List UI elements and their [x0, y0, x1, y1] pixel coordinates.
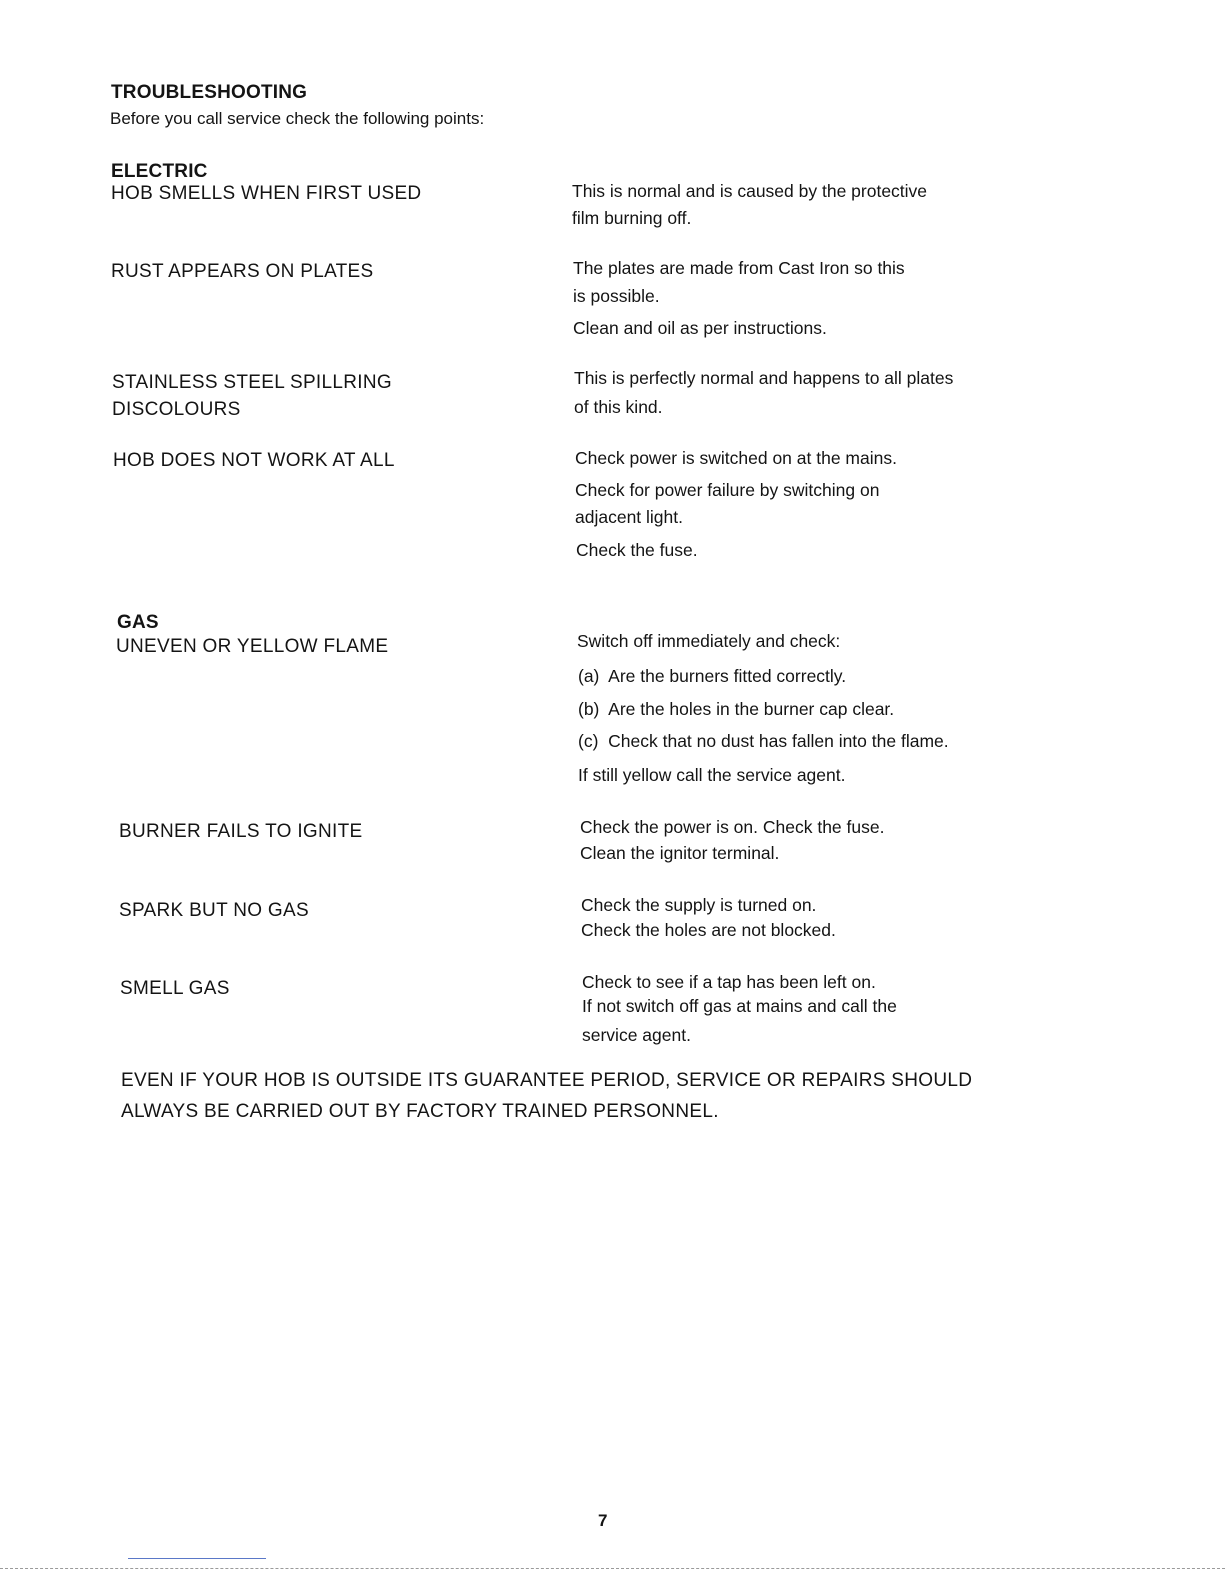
- solution-line: (c) Check that no dust has fallen into the flame.: [578, 731, 949, 751]
- page-number: 7: [598, 1511, 608, 1530]
- section-heading-electric: ELECTRIC: [111, 161, 208, 182]
- warning-text: EVEN IF YOUR HOB IS OUTSIDE ITS GUARANTEE PERIOD, SERVICE OR REPAIRS SHOULD: [121, 1070, 973, 1091]
- problem-label: SPARK BUT NO GAS: [119, 900, 309, 921]
- solution-line: This is normal and is caused by the protective: [572, 181, 928, 201]
- bottom-accent-line: [128, 1558, 266, 1559]
- solution-line: Check for power failure by switching on: [575, 480, 880, 500]
- solution-line: (b) Are the holes in the burner cap clear.: [578, 699, 895, 719]
- solution-line: Switch off immediately and check:: [577, 631, 841, 651]
- problem-label: HOB DOES NOT WORK AT ALL: [113, 450, 395, 471]
- problem-label: BURNER FAILS TO IGNITE: [119, 821, 363, 842]
- solution-line: Check the supply is turned on.: [581, 895, 817, 915]
- problem-label: SMELL GAS: [120, 978, 230, 999]
- bottom-divider: [0, 1568, 1225, 1569]
- problem-label: UNEVEN OR YELLOW FLAME: [116, 636, 389, 657]
- problem-label: HOB SMELLS WHEN FIRST USED: [111, 183, 422, 204]
- solution-line: This is perfectly normal and happens to all plates: [574, 368, 954, 388]
- problem-label: RUST APPEARS ON PLATES: [111, 261, 374, 282]
- problem-label: DISCOLOURS: [112, 399, 241, 420]
- solution-line: service agent.: [582, 1025, 691, 1045]
- page-title: TROUBLESHOOTING: [111, 82, 308, 103]
- solution-line: Clean the ignitor terminal.: [580, 843, 780, 863]
- solution-line: is possible.: [573, 286, 660, 306]
- solution-line: adjacent light.: [575, 507, 683, 527]
- solution-line: Check the power is on. Check the fuse.: [580, 817, 885, 837]
- solution-line: If not switch off gas at mains and call the: [582, 996, 897, 1016]
- solution-line: (a) Are the burners fitted correctly.: [578, 666, 847, 686]
- solution-line: If still yellow call the service agent.: [578, 765, 846, 785]
- solution-line: Check the holes are not blocked.: [581, 920, 836, 940]
- section-heading-gas: GAS: [117, 612, 159, 633]
- solution-line: Clean and oil as per instructions.: [573, 318, 827, 338]
- solution-line: film burning off.: [572, 208, 692, 228]
- problem-label: STAINLESS STEEL SPILLRING: [112, 372, 392, 393]
- solution-line: The plates are made from Cast Iron so this: [573, 258, 905, 278]
- solution-line: Check power is switched on at the mains.: [575, 448, 897, 468]
- intro-text: Before you call service check the following points:: [110, 109, 485, 128]
- solution-line: of this kind.: [574, 397, 663, 417]
- solution-line: Check the fuse.: [576, 540, 698, 560]
- solution-line: Check to see if a tap has been left on.: [582, 972, 876, 992]
- warning-text: ALWAYS BE CARRIED OUT BY FACTORY TRAINED PERSONNEL.: [121, 1101, 719, 1122]
